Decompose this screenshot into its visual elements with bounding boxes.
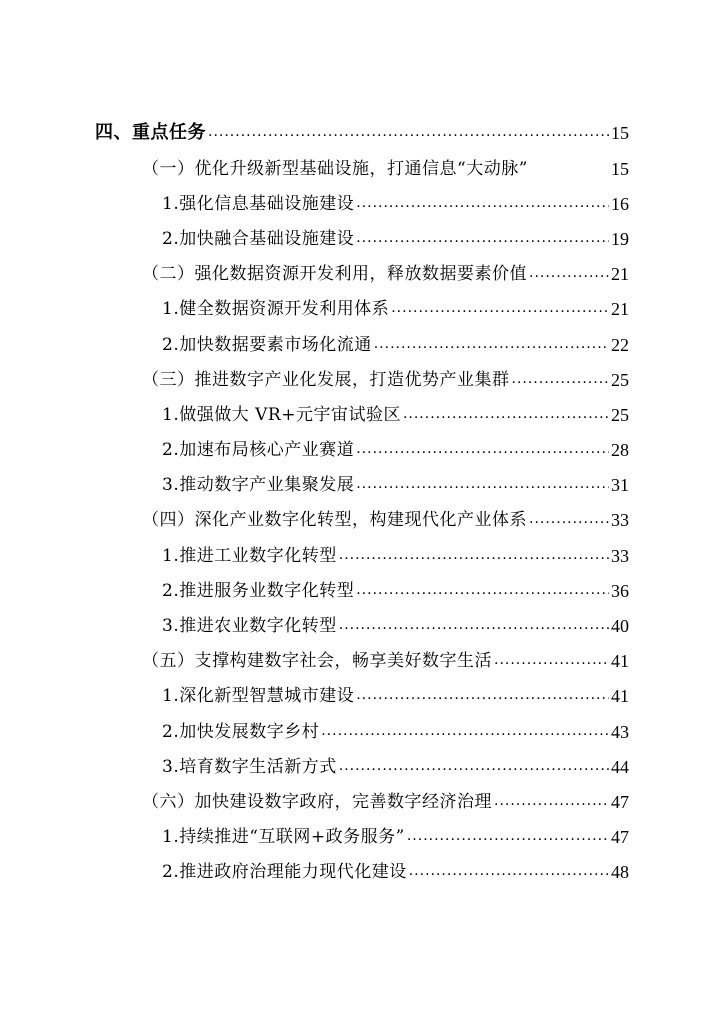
- toc-entry-subsection-2[interactable]: [0, 257, 629, 292]
- toc-entry-item[interactable]: [0, 468, 629, 503]
- toc-leader-dots: [374, 335, 609, 355]
- toc-entry-title: 2.加速布局核心产业赛道: [162, 440, 355, 461]
- toc-entry-subsection-3[interactable]: [0, 362, 629, 397]
- toc-leader-dots: [356, 475, 609, 495]
- toc-entry-title: 2.推进政府治理能力现代化建设: [162, 862, 407, 883]
- table-of-contents: [0, 115, 724, 890]
- toc-entry-page: 48: [611, 862, 629, 883]
- toc-entry-item[interactable]: [0, 221, 629, 256]
- toc-entry-page: 47: [611, 827, 629, 848]
- toc-entry-title: 3.推动数字产业集聚发展: [162, 475, 355, 496]
- toc-entry-title: （一）优化升级新型基础设施，打通信息“大动脉”: [142, 158, 528, 179]
- toc-entry-page: 33: [611, 545, 629, 566]
- toc-entry-page: 47: [611, 791, 629, 812]
- toc-entry-page: 21: [611, 264, 629, 285]
- toc-leader-dots: [339, 616, 609, 636]
- toc-entry-page: 15: [611, 123, 629, 143]
- toc-entry-page: 25: [611, 404, 629, 425]
- toc-leader-dots: [356, 229, 609, 249]
- toc-entry-page: 22: [611, 334, 629, 355]
- toc-leader-dots: [356, 686, 609, 706]
- toc-leader-dots: [356, 581, 609, 601]
- toc-entry-title: （六）加快建设数字政府，完善数字经济治理: [142, 791, 492, 812]
- toc-entry-item[interactable]: [0, 538, 629, 573]
- toc-entry-title: 2.推进服务业数字化转型: [162, 580, 355, 601]
- toc-entry-title: 1.做强做大 VR+元宇宙试验区: [162, 404, 401, 425]
- toc-entry-page: 19: [611, 228, 629, 249]
- toc-entry-page: 41: [611, 686, 629, 707]
- toc-entry-title: 3.推进农业数字化转型: [162, 616, 337, 637]
- toc-entry-page: 43: [611, 721, 629, 742]
- toc-leader-dots: [409, 862, 609, 882]
- toc-entry-page: 25: [611, 369, 629, 390]
- toc-entry-item[interactable]: [0, 573, 629, 608]
- toc-entry-title: （二）强化数据资源开发利用，释放数据要素价值: [142, 264, 527, 285]
- toc-entry-item[interactable]: [0, 327, 629, 362]
- toc-entry-page: 31: [611, 475, 629, 496]
- toc-entry-subsection-1[interactable]: [0, 151, 629, 186]
- toc-entry-title: 1.推进工业数字化转型: [162, 545, 337, 566]
- toc-entry-subsection-5[interactable]: [0, 644, 629, 679]
- toc-leader-dots: [529, 264, 609, 284]
- toc-entry-item[interactable]: [0, 608, 629, 643]
- toc-leader-dots: [494, 651, 609, 671]
- toc-leader-dots: [512, 370, 610, 390]
- toc-leader-dots: [356, 440, 609, 460]
- toc-entry-title: （五）支撑构建数字社会，畅享美好数字生活: [142, 651, 492, 672]
- toc-entry-section-4[interactable]: [0, 115, 629, 151]
- toc-entry-title: 2.加快融合基础设施建设: [162, 228, 355, 249]
- toc-entry-title: 3.培育数字生活新方式: [162, 756, 337, 777]
- toc-entry-item[interactable]: [0, 186, 629, 221]
- toc-leader-dots: [208, 123, 609, 143]
- toc-leader-dots: [403, 405, 609, 425]
- toc-entry-page: 40: [611, 616, 629, 637]
- toc-entry-title: 2.加快发展数字乡村: [162, 721, 320, 742]
- toc-entry-title: 2.加快数据要素市场化流通: [162, 334, 372, 355]
- toc-entry-page: 41: [611, 651, 629, 672]
- toc-entry-item[interactable]: [0, 855, 629, 890]
- toc-leader-dots: [407, 827, 609, 847]
- toc-leader-dots: [391, 299, 609, 319]
- toc-entry-item[interactable]: [0, 433, 629, 468]
- toc-entry-page: 15: [611, 158, 629, 179]
- toc-entry-item[interactable]: [0, 397, 629, 432]
- toc-entry-title: 1.深化新型智慧城市建设: [162, 686, 355, 707]
- toc-entry-page: 36: [611, 580, 629, 601]
- toc-entry-item[interactable]: [0, 820, 629, 855]
- toc-entry-page: 21: [611, 299, 629, 320]
- toc-entry-item[interactable]: [0, 714, 629, 749]
- toc-entry-page: 44: [611, 756, 629, 777]
- toc-entry-item[interactable]: [0, 292, 629, 327]
- toc-entry-subsection-6[interactable]: [0, 784, 629, 819]
- toc-leader-dots: [339, 546, 609, 566]
- toc-entry-title: （三）推进数字产业化发展，打造优势产业集群: [142, 369, 510, 390]
- toc-entry-title: 四、重点任务: [95, 122, 206, 143]
- toc-entry-page: 28: [611, 440, 629, 461]
- toc-leader-dots: [356, 194, 609, 214]
- toc-entry-item[interactable]: [0, 749, 629, 784]
- toc-entry-item[interactable]: [0, 679, 629, 714]
- toc-leader-dots: [529, 510, 609, 530]
- toc-entry-title: 1.健全数据资源开发利用体系: [162, 299, 390, 320]
- toc-leader-dots: [494, 792, 609, 812]
- toc-entry-page: 16: [611, 193, 629, 214]
- toc-leader-dots: [321, 722, 609, 742]
- toc-entry-title: （四）深化产业数字化转型，构建现代化产业体系: [142, 510, 527, 531]
- toc-entry-page: 33: [611, 510, 629, 531]
- toc-leader-dots: [339, 757, 609, 777]
- toc-entry-subsection-4[interactable]: [0, 503, 629, 538]
- toc-entry-title: 1.强化信息基础设施建设: [162, 193, 355, 214]
- toc-entry-title: 1.持续推进“互联网+政务服务”: [162, 827, 405, 848]
